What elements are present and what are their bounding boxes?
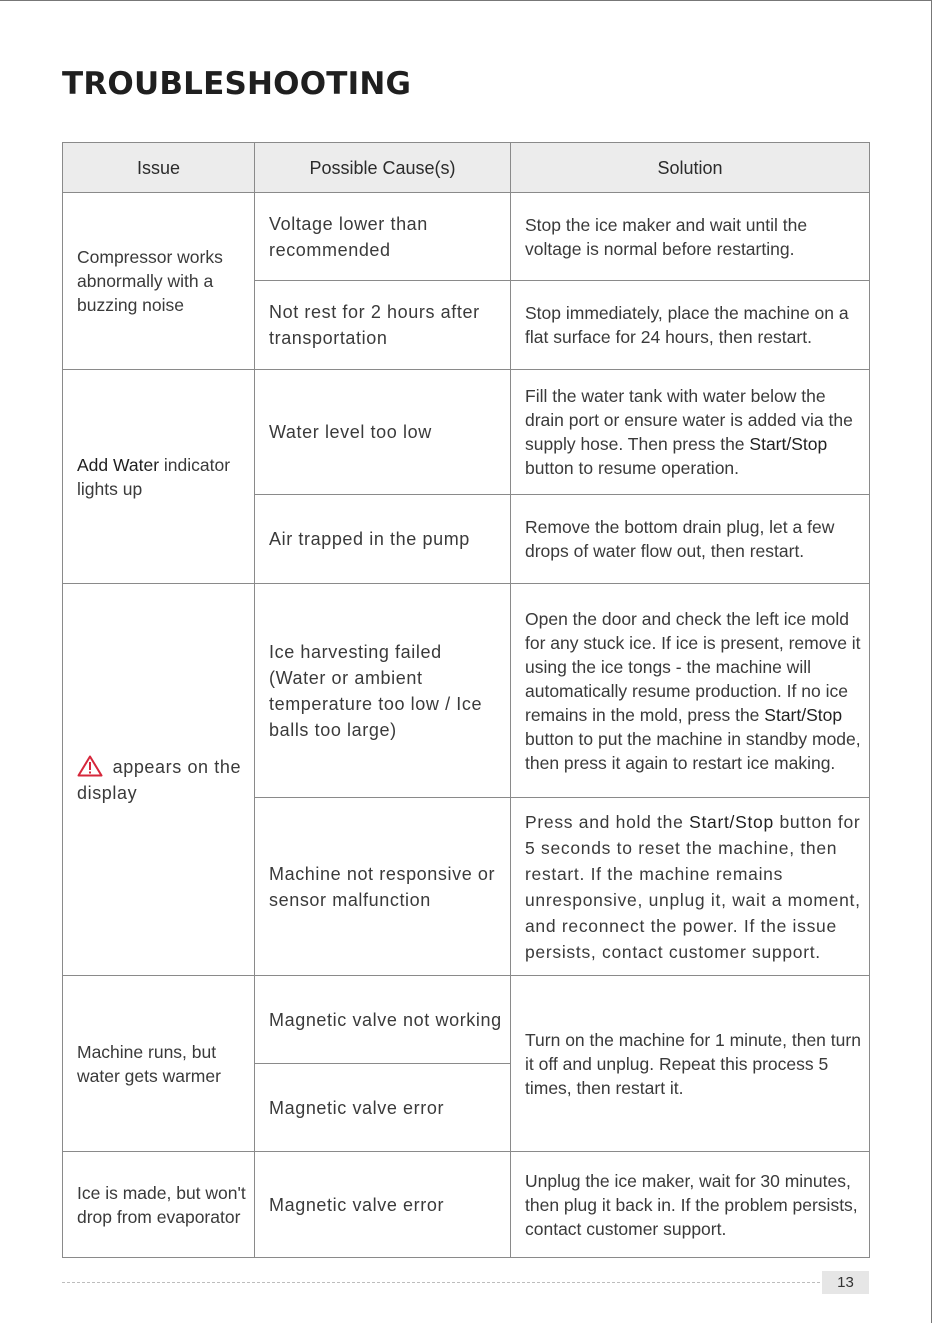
start-stop-label: Start/Stop bbox=[689, 811, 774, 832]
cause-cell: Air trapped in the pump bbox=[255, 495, 511, 584]
table-header-row bbox=[63, 143, 870, 193]
troubleshooting-table bbox=[62, 142, 870, 1258]
cause-cell: Voltage lower than recommended bbox=[255, 193, 511, 281]
page-title: TROUBLESHOOTING bbox=[62, 66, 412, 102]
solution-cell bbox=[511, 584, 870, 798]
table-row bbox=[63, 370, 870, 495]
header-cause: Possible Cause(s) bbox=[255, 143, 511, 193]
start-stop-label: Start/Stop bbox=[764, 704, 843, 725]
solution-cell bbox=[511, 370, 870, 495]
cause-cell: Water level too low bbox=[255, 370, 511, 495]
solution-cell bbox=[511, 798, 870, 976]
cause-cell: Magnetic valve error bbox=[255, 1152, 511, 1258]
add-water-label: Add Water bbox=[77, 454, 160, 475]
solution-text: button to resume operation. bbox=[525, 458, 740, 478]
header-issue: Issue bbox=[63, 143, 255, 193]
issue-cell bbox=[63, 584, 255, 976]
table-row bbox=[63, 1152, 870, 1258]
issue-text: indicator lights up bbox=[77, 454, 231, 499]
issue-cell: Machine runs, but water gets warmer bbox=[63, 976, 255, 1152]
header-solution: Solution bbox=[511, 143, 870, 193]
table-row bbox=[63, 584, 870, 798]
issue-cell: Ice is made, but won't drop from evaporator bbox=[63, 1152, 255, 1258]
cause-cell: Magnetic valve error bbox=[255, 1064, 511, 1152]
solution-cell: Stop immediately, place the machine on a flat surface for 24 hours, then restart. bbox=[511, 281, 870, 370]
cause-cell: Ice harvesting failed (Water or ambient temperature too low / Ice balls too large) bbox=[255, 584, 511, 798]
table-row bbox=[63, 193, 870, 281]
solution-cell: Remove the bottom drain plug, let a few drops of water flow out, then restart. bbox=[511, 495, 870, 584]
warning-triangle-icon bbox=[77, 755, 103, 777]
solution-text: button for 5 seconds to reset the machine, then restart. If the machine remains unresponsive, unplug it, wait a moment, and reconnect the power. If the issue persists, contact customer support. bbox=[525, 811, 861, 962]
start-stop-label: Start/Stop bbox=[749, 434, 828, 454]
issue-cell: Compressor works abnormally with a buzzing noise bbox=[63, 193, 255, 370]
solution-cell: Turn on the machine for 1 minute, then turn it off and unplug. Repeat this process 5 times, then restart it. bbox=[511, 976, 870, 1152]
cause-cell: Not rest for 2 hours after transportation bbox=[255, 281, 511, 370]
solution-cell: Unplug the ice maker, wait for 30 minutes, then plug it back in. If the problem persists, contact customer support. bbox=[511, 1152, 870, 1258]
solution-text: Press and hold the bbox=[525, 811, 690, 832]
footer-divider bbox=[62, 1282, 820, 1283]
solution-text: Open the door and check the left ice mold for any stuck ice. If ice is present, remove it using the ice tongs - the machine will automatically resume production. If no ice remains in the mold, press the bbox=[525, 608, 861, 725]
issue-text: appears on the display bbox=[77, 756, 242, 803]
table-row bbox=[63, 976, 870, 1064]
issue-cell bbox=[63, 370, 255, 584]
solution-cell: Stop the ice maker and wait until the voltage is normal before restarting. bbox=[511, 193, 870, 281]
cause-cell: Machine not responsive or sensor malfunction bbox=[255, 798, 511, 976]
page-number: 13 bbox=[822, 1271, 869, 1294]
cause-cell: Magnetic valve not working bbox=[255, 976, 511, 1064]
solution-text: button to put the machine in standby mode, then press it again to restart ice making. bbox=[525, 728, 861, 773]
solution-text: Fill the water tank with water below the drain port or ensure water is added via the supply hose. Then press the bbox=[525, 386, 853, 454]
